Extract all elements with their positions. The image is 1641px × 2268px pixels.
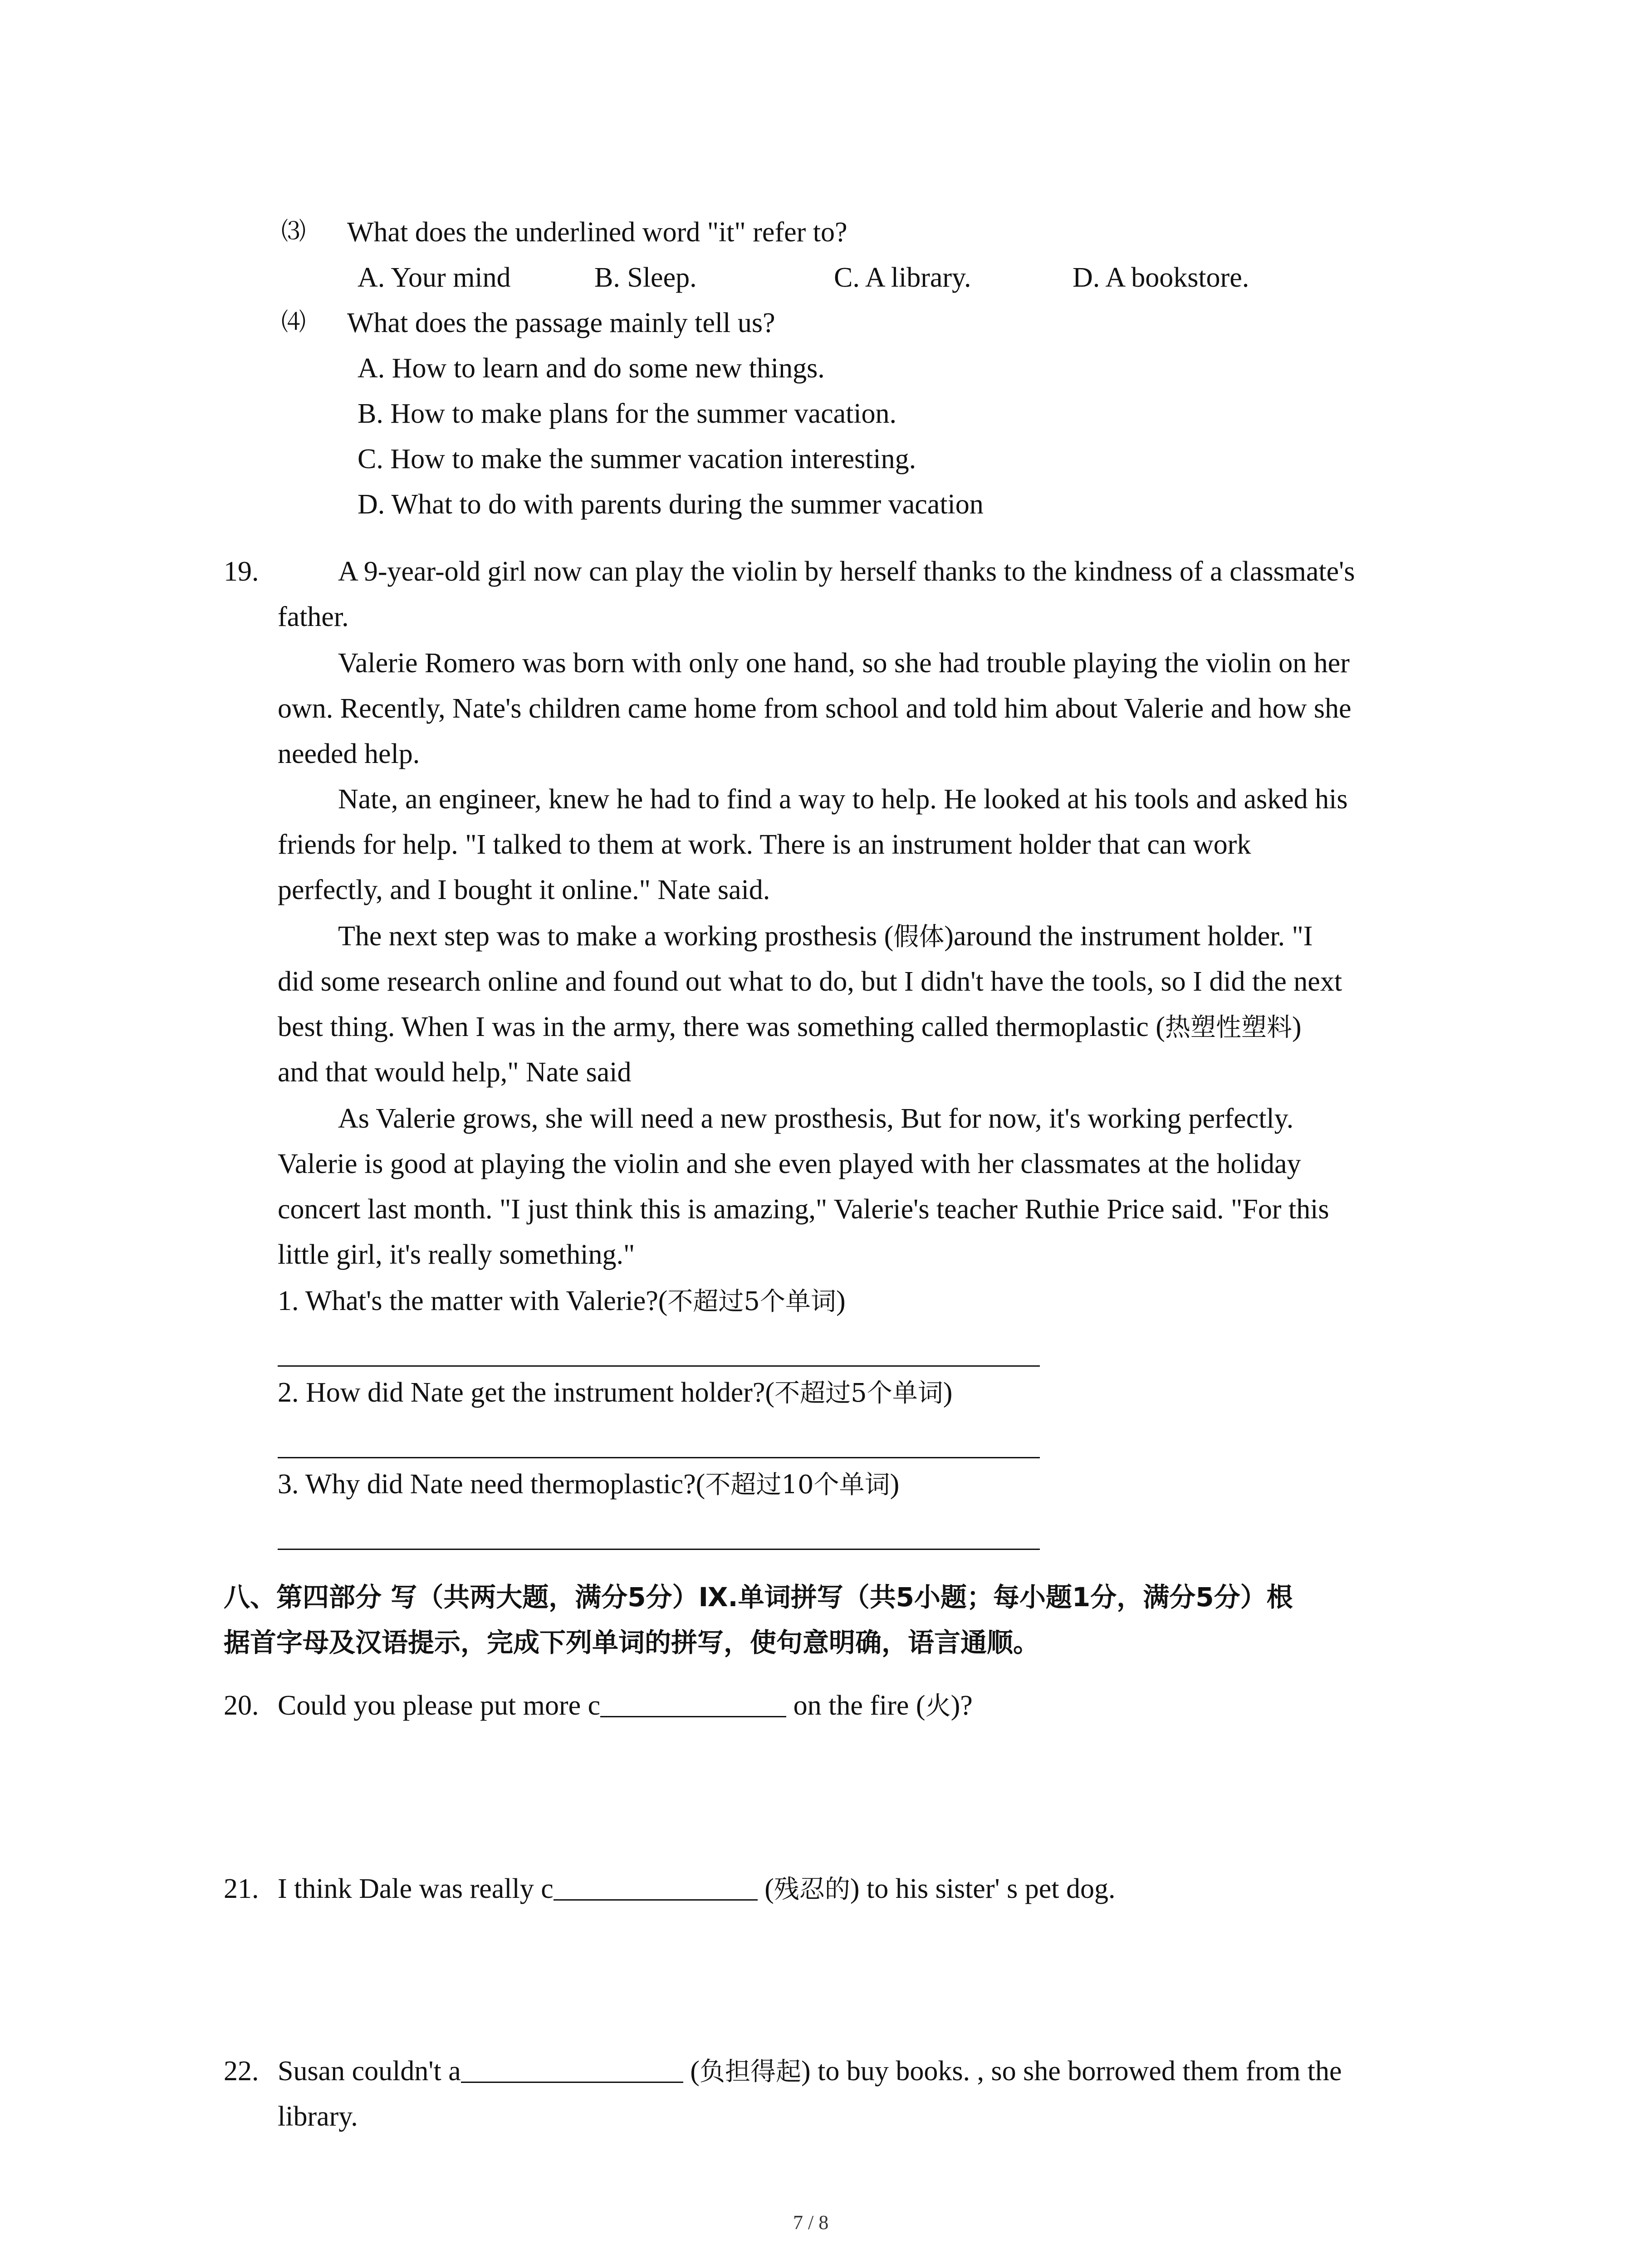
passage-text: The next step was to make a working prosthesis (	[338, 921, 894, 952]
passage-line: father.	[278, 601, 349, 632]
passage-line: little girl, it's really something."	[278, 1239, 635, 1270]
sub-question-4-text: What does the passage mainly tell us?	[347, 308, 775, 338]
passage-line: Valerie Romero was born with only one hand, so she had trouble playing the violin on her	[338, 648, 1350, 679]
question-22-number: 22.	[224, 2056, 259, 2087]
option-d: D. A bookstore.	[1073, 262, 1249, 293]
passage-line: did some research online and found out what to do, but I didn't have the tools, so I did the next	[278, 966, 1342, 997]
question-19-number: 19.	[224, 556, 259, 587]
comprehension-question-3: 3. Why did Nate need thermoplastic?(不超过10个单词)	[278, 1469, 900, 1500]
option-b: B. How to make plans for the summer vacation.	[358, 398, 897, 429]
passage-line: Valerie is good at playing the violin and she even played with her classmates at the holiday	[278, 1149, 1301, 1179]
option-c: C. How to make the summer vacation interesting.	[358, 444, 916, 474]
passage-line: needed help.	[278, 738, 420, 769]
section-heading: 八、第四部分 写（共两大题，满分5分）Ⅸ.单词拼写（共5小题；每小题1分，满分5分）根	[224, 1582, 1293, 1613]
answer-line[interactable]	[278, 1549, 1040, 1550]
passage-line: and that would help," Nate said	[278, 1057, 632, 1088]
passage-line: Nate, an engineer, knew he had to find a way to help. He looked at his tools and asked his	[338, 784, 1348, 815]
question-21-number: 21.	[224, 1873, 259, 1904]
question-22-continuation: library.	[278, 2101, 358, 2132]
passage-line: friends for help. "I talked to them at work. There is an instrument holder that can work	[278, 829, 1251, 860]
section-heading: 据首字母及汉语提示，完成下列单词的拼写，使句意明确，语言通顺。	[224, 1627, 1040, 1658]
option-c: C. A library.	[834, 262, 971, 293]
page-number: 7 / 8	[793, 2211, 829, 2234]
question-20-number: 20.	[224, 1690, 259, 1721]
passage-line: own. Recently, Nate's children came home from school and told him about Valerie and how she	[278, 693, 1352, 724]
sub-question-3-number: ⑶	[281, 218, 306, 245]
passage-line: As Valerie grows, she will need a new prosthesis, But for now, it's working perfectly.	[338, 1103, 1294, 1134]
question-21-text: I think Dale was really c (残忍的) to his sister' s pet dog.	[278, 1871, 1116, 1908]
fill-blank[interactable]	[554, 1871, 758, 1901]
option-b: B. Sleep.	[594, 262, 697, 293]
passage-text: best thing. When I was in the army, there was something called thermoplastic (	[278, 1012, 1165, 1042]
answer-line[interactable]	[278, 1365, 1040, 1367]
passage-text: )	[1292, 1012, 1302, 1042]
question-20-text: Could you please put more c on the fire (火)?	[278, 1687, 973, 1725]
chinese-gloss: 假体	[893, 922, 945, 952]
passage-text: )around the instrument holder. "I	[944, 921, 1313, 952]
fill-blank[interactable]	[461, 2053, 683, 2083]
answer-line[interactable]	[278, 1457, 1040, 1458]
chinese-gloss: 热塑性塑料	[1165, 1013, 1292, 1042]
option-d: D. What to do with parents during the summer vacation	[358, 489, 984, 520]
comprehension-question-2: 2. How did Nate get the instrument holder?(不超过5个单词)	[278, 1377, 953, 1408]
passage-line: concert last month. "I just think this is amazing," Valerie's teacher Ruthie Price said. "For this	[278, 1194, 1329, 1225]
question-22-text: Susan couldn't a (负担得起) to buy books. , so she borrowed them from the	[278, 2053, 1342, 2090]
option-a: A. Your mind	[358, 262, 511, 293]
option-a: A. How to learn and do some new things.	[358, 353, 825, 384]
comprehension-question-1: 1. What's the matter with Valerie?(不超过5个单词)	[278, 1286, 846, 1316]
passage-line: perfectly, and I bought it online." Nate said.	[278, 875, 770, 905]
fill-blank[interactable]	[600, 1688, 786, 1717]
passage-line	[338, 918, 1313, 955]
passage-line: A 9-year-old girl now can play the violin by herself thanks to the kindness of a classmate's	[338, 556, 1355, 587]
sub-question-4-number: ⑷	[281, 308, 306, 336]
sub-question-3-text: What does the underlined word "it" refer to?	[347, 217, 847, 248]
passage-line	[278, 1009, 1302, 1046]
